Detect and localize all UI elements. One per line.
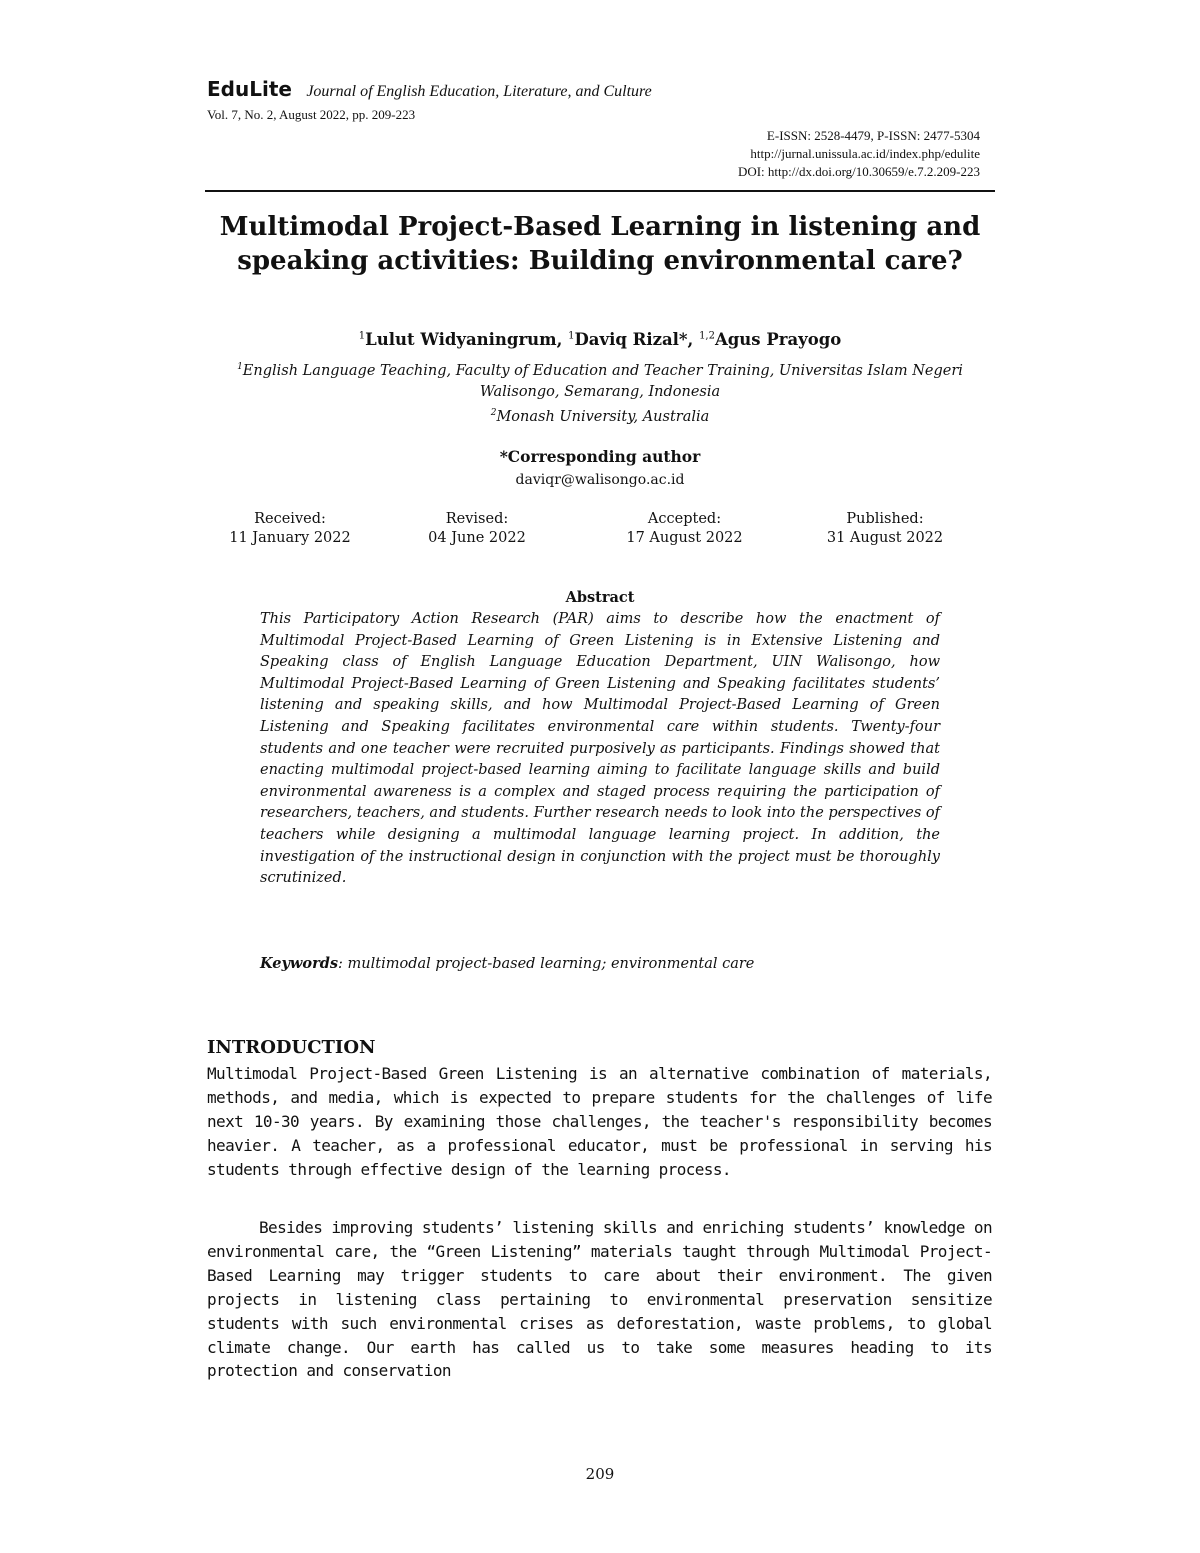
affiliation-2 [205, 403, 995, 428]
abstract-heading: Abstract [565, 589, 635, 606]
introduction-paragraph-2: Besides improving students’ listening skills and enriching students’ knowledge on environmental care, the “Green Listening” materials taught through Multimodal Project-Based Learning may trigger students to care about their environment. The given projects in listening class pertaining to environmental preservation sensitize students with such environmental crises as deforestation, waste problems, to global climate change. Our earth has called us to take some measures heading to its protection and conservation [207, 1218, 992, 1381]
corresponding-author [205, 447, 995, 488]
date-accepted [612, 510, 757, 548]
keywords [260, 955, 940, 972]
revised-label: Revised: [445, 511, 509, 527]
author-1: Lulut Widyaningrum, [365, 330, 563, 349]
keywords-text: : multimodal project-based learning; environmental care [338, 956, 755, 972]
corresponding-email-link[interactable]: daviqr@walisongo.ac.id [515, 472, 685, 488]
affiliation-2-sup: 2 [490, 407, 497, 418]
doi-link[interactable]: DOI: http://dx.doi.org/10.30659/e.7.2.209-223 [737, 164, 980, 179]
date-revised [412, 510, 542, 548]
affiliations [205, 357, 995, 428]
author-list [205, 330, 995, 349]
affiliation-1 [205, 357, 995, 403]
date-received [210, 510, 370, 548]
revised-value: 04 June 2022 [428, 530, 526, 546]
paper-title: Multimodal Project-Based Learning in listening and speaking activities: Building environmental care? [219, 212, 981, 276]
published-label: Published: [846, 511, 924, 527]
corresponding-label: *Corresponding author [499, 447, 701, 466]
identifiers-block [738, 127, 980, 181]
date-published [810, 510, 960, 548]
page-number: 209 [585, 1465, 615, 1483]
accepted-label: Accepted: [647, 511, 722, 527]
author-2: Daviq Rizal*, [574, 330, 694, 349]
abstract-body: This Participatory Action Research (PAR) aims to describe how the enactment of Multimodal Project-Based Learning of Green Listening is in Extensive Listening and Speaking class of English Language Education Department, UIN Walisongo, how Multimodal Project-Based Learning of Green Listening and Speaking facilitates students’ listening and speaking skills, and how Multimodal Project-Based Learning of Green Listening and Speaking facilitates environmental care within students. Twenty-four students and one teacher were recruited purposively as participants. Findings showed that enacting multimodal project-based learning aiming to facilitate language skills and build environmental awareness is a complex and staged process requiring the participation of researchers, teachers, and students. Further research needs to look into the perspectives of teachers while designing a multimodal language learning project. In addition, the investigation of the instructional design in conjunction with the project must be thoroughly scrutinized. [260, 611, 940, 887]
affiliation-2-text: Monash University, Australia [496, 408, 710, 425]
introduction-paragraph-1: Multimodal Project-Based Green Listening is an alternative combination of materials, methods, and media, which is expected to prepare students for the challenges of life next 10-30 years. By examining those challenges, the teacher's responsibility becomes heavier. A teacher, as a professional educator, must be professional in serving his students through effective design of the learning process. [207, 1064, 992, 1179]
issn: E-ISSN: 2528-4479, P-ISSN: 2477-5304 [766, 128, 980, 143]
author-1-sup: 1 [358, 330, 366, 342]
journal-url-link[interactable]: http://jurnal.unissula.ac.id/index.php/edulite [750, 146, 980, 161]
journal-name: Journal of English Education, Literature, and Culture [306, 83, 652, 100]
affiliation-1-text: English Language Teaching, Faculty of Education and Teacher Training, Universitas Islam Negeri Walisongo, Semarang, Indonesia [242, 362, 963, 400]
keywords-label: Keywords [260, 955, 339, 972]
author-3: Agus Prayogo [714, 330, 842, 349]
affiliation-1-sup: 1 [237, 362, 243, 372]
introduction-heading: INTRODUCTION [207, 1037, 376, 1058]
received-label: Received: [254, 511, 326, 527]
published-value: 31 August 2022 [826, 530, 944, 546]
received-value: 11 January 2022 [229, 530, 351, 546]
author-3-sup: 1,2 [699, 330, 715, 342]
journal-header [207, 77, 652, 101]
header-divider [205, 190, 995, 192]
journal-brand: EduLite [207, 77, 292, 101]
volume-info: Vol. 7, No. 2, August 2022, pp. 209-223 [207, 107, 416, 122]
author-2-sup: 1 [568, 330, 575, 342]
accepted-value: 17 August 2022 [626, 530, 743, 546]
